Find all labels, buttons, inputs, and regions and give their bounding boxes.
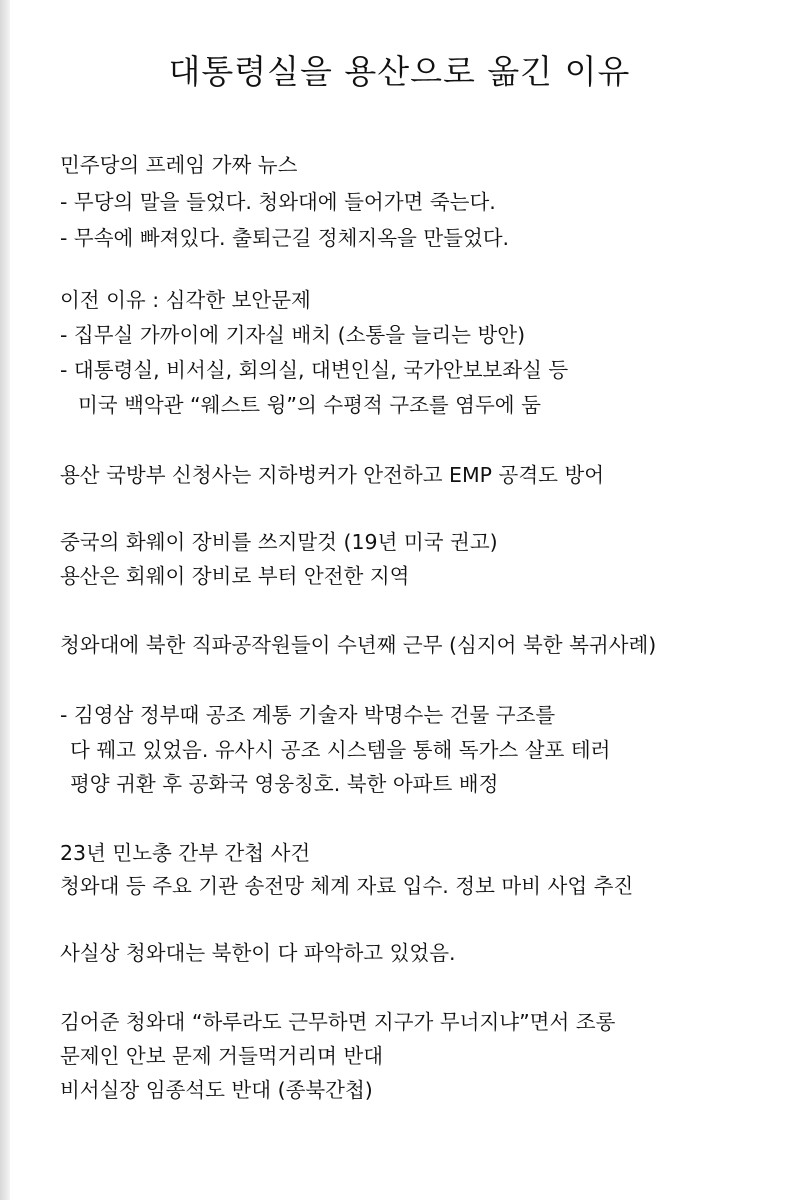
document-title: 대통령실을 용산으로 옮긴 이유 [168,52,631,91]
section7-line-2: 청와대 등 주요 기관 송전망 체계 자료 입수. 정보 마비 사업 추진 [60,874,634,898]
section2-line-3: 미국 백악관 “웨스트 윙”의 수평적 구조를 염두에 둠 [78,393,541,417]
section9-line-2: 문제인 안보 문제 거들먹거리며 반대 [60,1044,384,1068]
section4-line-1: 중국의 화웨이 장비를 쓰지말것 (19년 미국 권고) [60,530,498,554]
section5-line: 청와대에 북한 직파공작원들이 수년째 근무 (심지어 북한 복귀사례) [60,633,657,657]
section7-line-1: 23년 민노총 간부 간첩 사건 [60,841,311,865]
section6-line-3: 평양 귀환 후 공화국 영웅칭호. 북한 아파트 배정 [70,772,499,796]
section3-line: 용산 국방부 신청사는 지하벙커가 안전하고 EMP 공격도 방어 [60,463,605,487]
section9-line-3: 비서실장 임종석도 반대 (종북간첩) [60,1078,373,1102]
section4-line-2: 용산은 회웨이 장비로 부터 안전한 지역 [60,564,410,588]
section2-line-2: - 대통령실, 비서실, 회의실, 대변인실, 국가안보보좌실 등 [60,358,569,382]
section6-line-2: 다 꿰고 있었음. 유사시 공조 시스템을 통해 독가스 살포 테러 [70,738,611,762]
section1-heading: 민주당의 프레임 가짜 뉴스 [60,153,298,177]
section9-line-1: 김어준 청와대 “하루라도 근무하면 지구가 무너지냐”면서 조롱 [60,1010,616,1034]
section6-line-1: - 김영삼 정부때 공조 계통 기술자 박명수는 건물 구조를 [60,703,556,727]
section1-line-2: - 무속에 빠져있다. 출퇴근길 정체지옥을 만들었다. [60,226,510,250]
section8-line: 사실상 청와대는 북한이 다 파악하고 있었음. [60,941,456,965]
section1-line-1: - 무당의 말을 들었다. 청와대에 들어가면 죽는다. [60,190,496,214]
section2-line-1: - 집무실 가까이에 기자실 배치 (소통을 늘리는 방안) [60,323,526,347]
section2-heading: 이전 이유 : 심각한 보안문제 [60,288,311,312]
